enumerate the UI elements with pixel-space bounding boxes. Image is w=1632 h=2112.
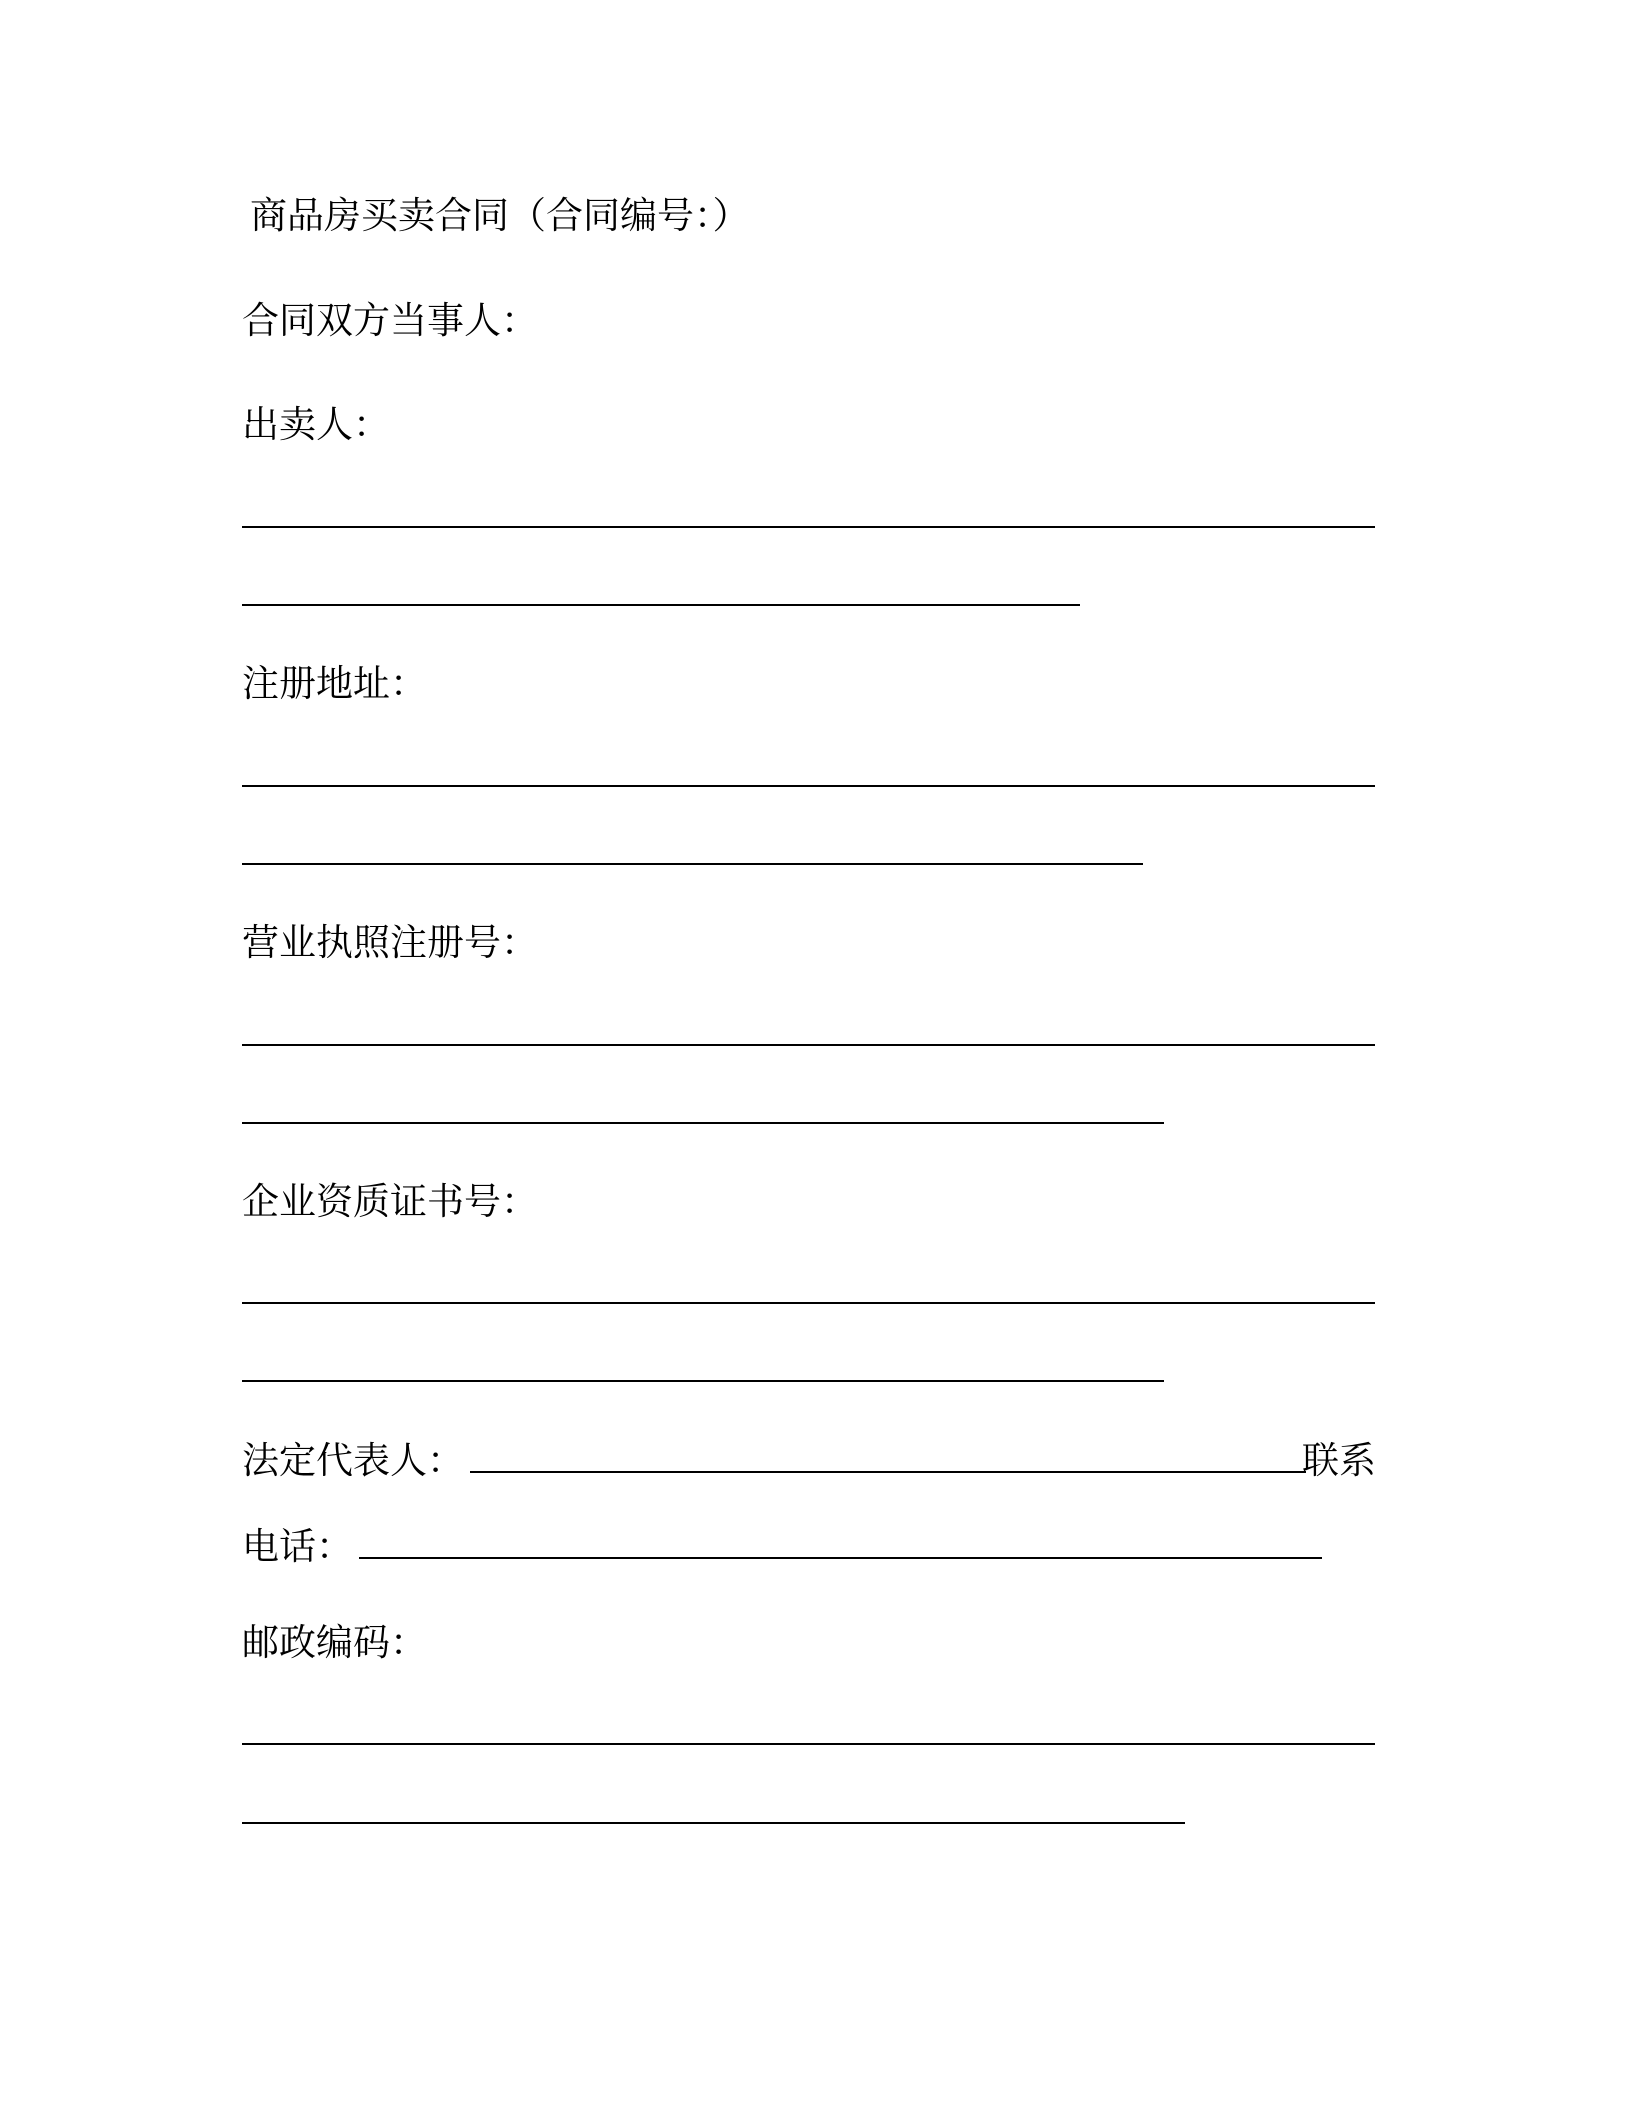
business-license-label: 营业执照注册号： bbox=[242, 921, 538, 964]
phone-label: 电话： bbox=[242, 1525, 353, 1568]
registered-address-label: 注册地址： bbox=[242, 662, 427, 705]
postal-blank-line-1 bbox=[242, 1743, 1375, 1745]
cert-blank-line-1 bbox=[242, 1302, 1375, 1304]
cert-blank-line-2 bbox=[242, 1380, 1164, 1382]
contract-title: 商品房买卖合同（合同编号：） bbox=[250, 194, 750, 237]
seller-blank-line-1 bbox=[242, 526, 1375, 528]
phone-blank bbox=[359, 1523, 1322, 1559]
contact-label-part1: 联系 bbox=[1302, 1439, 1376, 1482]
address-blank-line-1 bbox=[242, 785, 1375, 787]
postal-code-label: 邮政编码： bbox=[242, 1621, 427, 1664]
license-blank-line-1 bbox=[242, 1044, 1375, 1046]
license-blank-line-2 bbox=[242, 1122, 1164, 1124]
address-blank-line-2 bbox=[242, 863, 1143, 865]
legal-rep-label: 法定代表人： bbox=[242, 1439, 464, 1482]
postal-blank-line-2 bbox=[242, 1822, 1185, 1824]
parties-heading: 合同双方当事人： bbox=[242, 299, 538, 342]
legal-rep-blank bbox=[470, 1437, 1306, 1473]
seller-blank-line-2 bbox=[242, 604, 1080, 606]
phone-row bbox=[242, 1523, 1326, 1571]
legal-rep-row bbox=[242, 1437, 1310, 1485]
seller-label: 出卖人： bbox=[242, 403, 390, 446]
qualification-cert-label: 企业资质证书号： bbox=[242, 1180, 538, 1223]
